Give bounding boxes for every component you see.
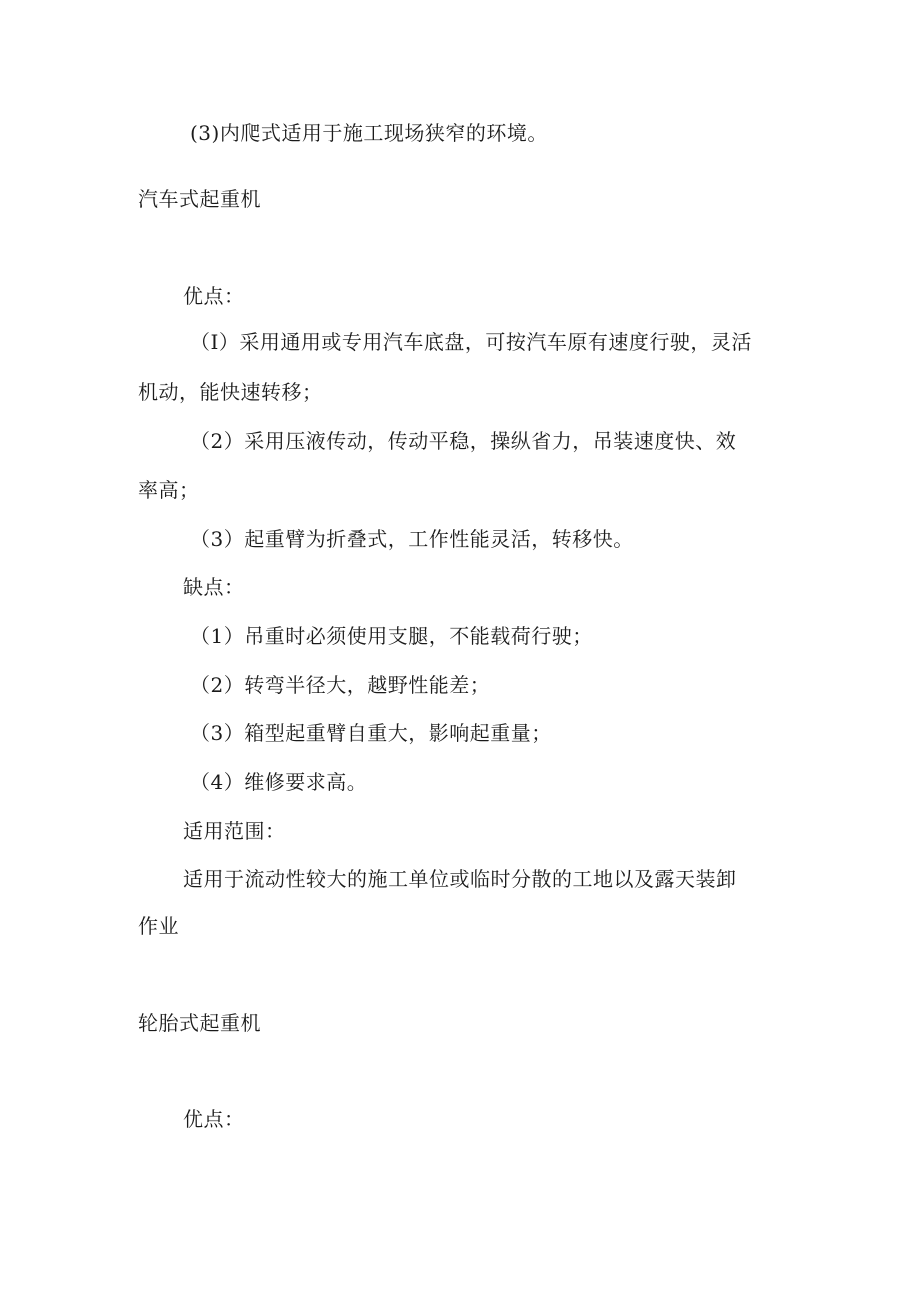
- label-advantages: 优点：: [183, 284, 245, 308]
- disadvantage-item-4: （4）维修要求高。: [190, 770, 368, 794]
- label-scope: 适用范围：: [183, 819, 286, 843]
- scope-text-continued: 作业: [138, 914, 179, 938]
- advantage-item-2-continued: 率高；: [138, 478, 200, 502]
- scope-text: 适用于流动性较大的施工单位或临时分散的工地以及露天装卸: [183, 867, 737, 891]
- label-advantages-2: 优点：: [183, 1107, 245, 1131]
- disadvantage-item-2: （2）转弯半径大，越野性能差；: [190, 673, 491, 697]
- paragraph-inner-climbing-scope: (3)内爬式适用于施工现场狭窄的环境。: [190, 121, 548, 145]
- label-disadvantages: 缺点：: [183, 575, 245, 599]
- advantage-item-1: （I）采用通用或专用汽车底盘，可按汽车原有速度行驶，灵活: [190, 330, 752, 354]
- disadvantage-item-3: （3）箱型起重臂自重大，影响起重量；: [190, 721, 552, 745]
- advantage-item-1-continued: 机动，能快速转移；: [138, 380, 323, 404]
- disadvantage-item-1: （1）吊重时必须使用支腿，不能载荷行驶；: [190, 624, 593, 648]
- advantage-item-2: （2）采用压液传动，传动平稳，操纵省力，吊装速度快、效: [190, 429, 737, 453]
- section-heading-truck-crane: 汽车式起重机: [138, 187, 261, 211]
- section-heading-tire-crane: 轮胎式起重机: [138, 1011, 261, 1035]
- advantage-item-3: （3）起重臂为折叠式，工作性能灵活，转移快。: [190, 527, 634, 551]
